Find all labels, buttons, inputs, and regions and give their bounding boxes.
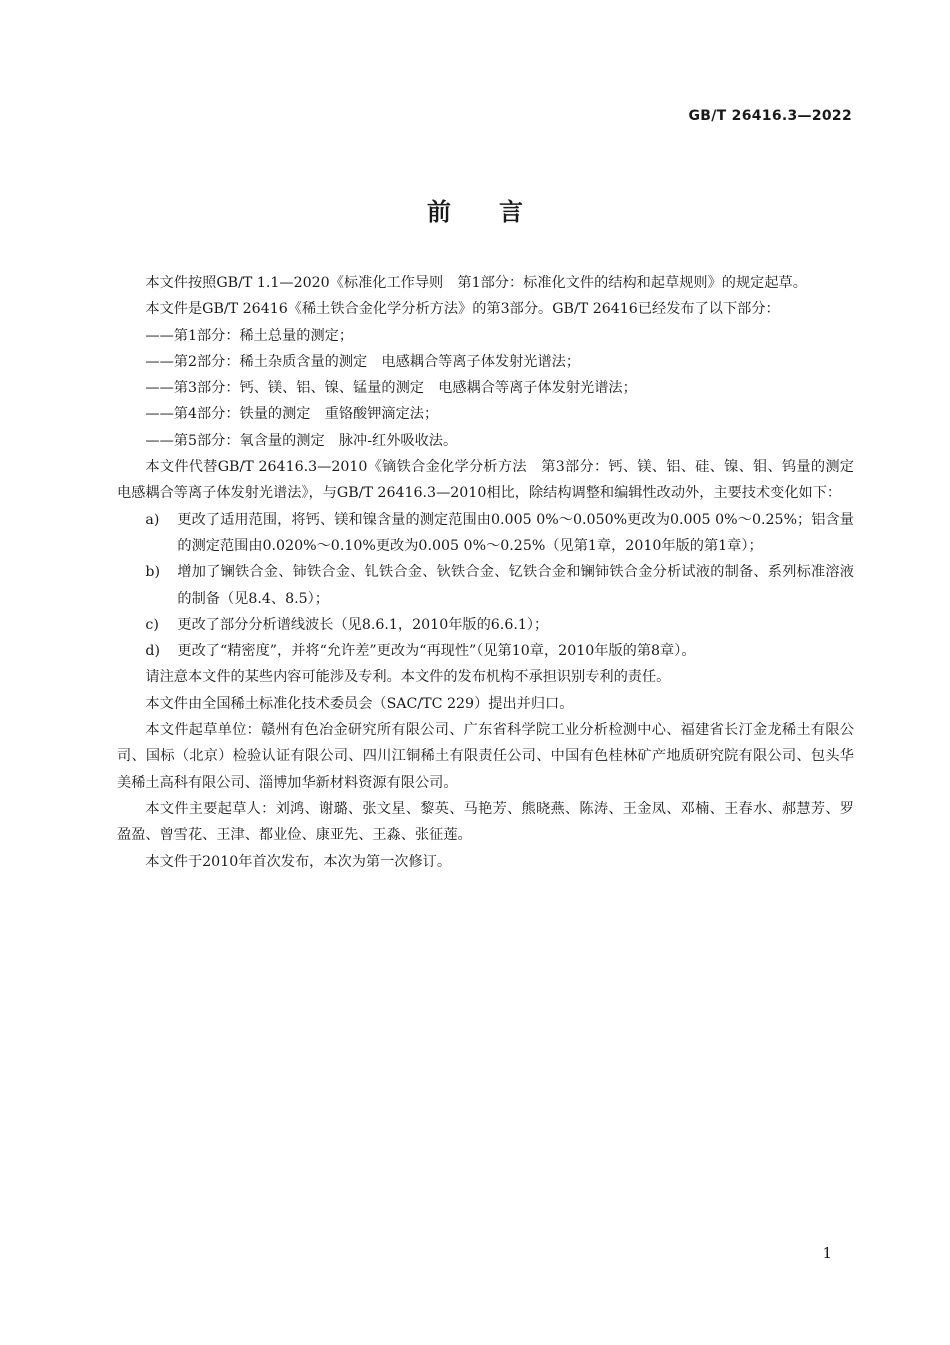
foreword-body — [117, 270, 869, 875]
change-label: d) — [145, 643, 161, 660]
paragraph-replacement: 本文件代替GB/T 26416.3—2010《镝铁合金化学分析方法 第3部分：钙、镁、铝、硅、镍、钼、钨量的测定 电感耦合等离子体发射光谱法》，与GB/T 26416.3—2010相比，除结构调整和编辑性改动外，主要技术变化如下： — [117, 459, 869, 502]
page-title: 前言 — [427, 198, 571, 226]
paragraph-committee: 本文件由全国稀土标准化技术委员会（SAC/TC 229）提出并归口。 — [145, 695, 574, 712]
change-label: a) — [145, 511, 160, 528]
change-text: 更改了“精密度”，并将“允许差”更改为“再现性”（见第10章，2010年版的第8章）。 — [177, 643, 696, 660]
change-label: c) — [145, 616, 159, 633]
change-item-b — [117, 559, 854, 612]
change-item-c — [117, 612, 854, 638]
change-label: b) — [145, 564, 161, 581]
part-item-4: ——第4部分：铁量的测定 重铬酸钾滴定法； — [145, 406, 439, 423]
paragraph-history: 本文件于2010年首次发布，本次为第一次修订。 — [145, 853, 452, 870]
change-text: 更改了部分分析谱线波长（见8.6.1，2010年版的6.6.1）； — [177, 616, 549, 633]
change-text: 增加了镧铁合金、铈铁合金、钆铁合金、钬铁合金、钇铁合金和镧铈铁合金分析试液的制备、系列标准溶液的制备（见8.4、8.5）； — [177, 564, 854, 607]
paragraph-drafters: 本文件主要起草人：刘鸿、谢璐、张文星、黎英、马艳芳、熊晓燕、陈涛、王金凤、邓楠、王春水、郝慧芳、罗盈盈、曾雪花、王津、都业俭、康亚先、王淼、张征莲。 — [117, 800, 854, 844]
paragraph-series-intro: 本文件是GB/T 26416《稀土铁合金化学分析方法》的第3部分。GB/T 26416已经发布了以下部分： — [145, 301, 780, 318]
paragraph-patent-notice: 请注意本文件的某些内容可能涉及专利。本文件的发布机构不承担识别专利的责任。 — [145, 669, 671, 686]
page-number: 1 — [822, 1244, 832, 1262]
part-item-2: ——第2部分：稀土杂质含量的测定 电感耦合等离子体发射光谱法； — [145, 353, 581, 370]
standard-code: GB/T 26416.3—2022 — [688, 108, 852, 124]
change-text: 更改了适用范围，将钙、镁和镍含量的测定范围由0.005 0%～0.050%更改为0.005 0%～0.25%；铝含量的测定范围由0.020%～0.10%更改为0.005 0%～0.25%（见第1章，2010年版的第1章）； — [177, 511, 854, 554]
paragraph-drafting-rules: 本文件按照GB/T 1.1—2020《标准化工作导则 第1部分：标准化文件的结构和起草规则》的规定起草。 — [145, 275, 807, 291]
change-item-a — [117, 507, 854, 560]
part-item-1: ——第1部分：稀土总量的测定； — [145, 327, 354, 344]
paragraph-drafting-units: 本文件起草单位：赣州有色冶金研究所有限公司、广东省科学院工业分析检测中心、福建省长汀金龙稀土有限公司、国标（北京）检验认证有限公司、四川江铜稀土有限责任公司、中国有色桂林矿产地质研究院有限公司、包头华美稀土高科有限公司、淄博加华新材料资源有限公司。 — [117, 722, 854, 791]
part-item-3: ——第3部分：钙、镁、铝、镍、锰量的测定 电感耦合等离子体发射光谱法； — [145, 380, 637, 397]
change-item-d — [117, 638, 854, 664]
part-item-5: ——第5部分：氧含量的测定 脉冲-红外吸收法。 — [145, 432, 458, 449]
